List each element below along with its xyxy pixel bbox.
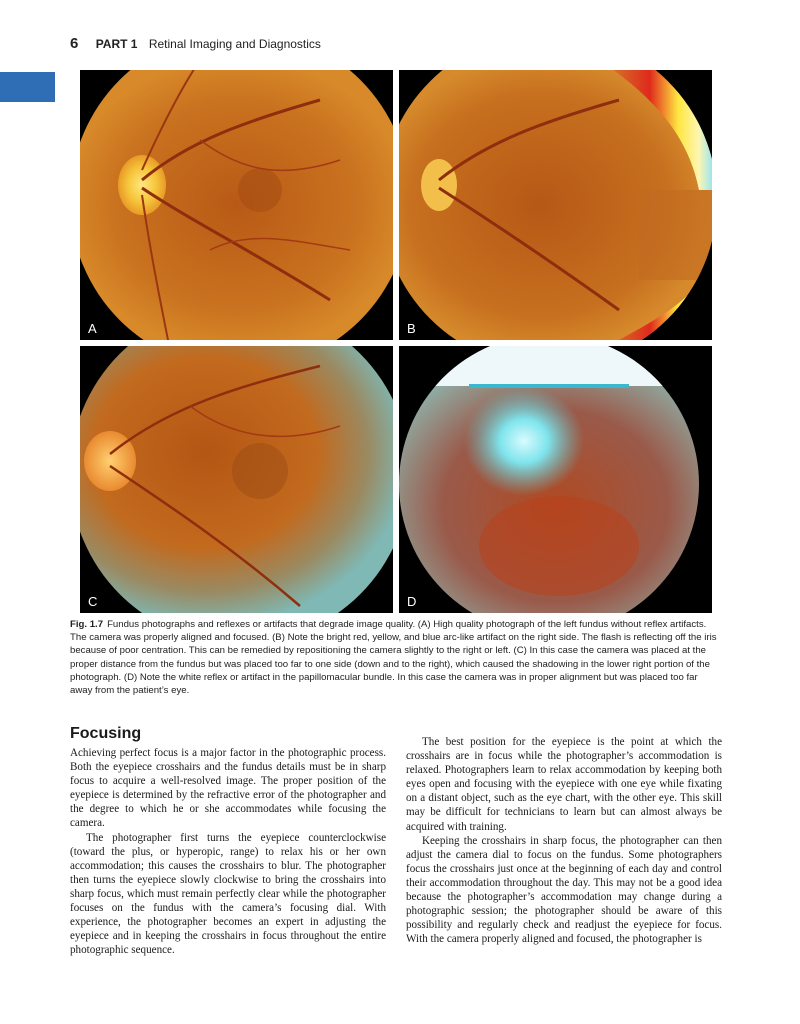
figure-label: B bbox=[407, 321, 416, 336]
section-heading: Focusing bbox=[70, 725, 142, 742]
chapter-tab bbox=[0, 72, 55, 102]
left-text-column bbox=[70, 746, 386, 957]
part-label: PART 1 bbox=[95, 37, 138, 51]
figure-label: A bbox=[88, 321, 97, 336]
figure-label: C bbox=[88, 594, 98, 609]
section-label: Retinal Imaging and Diagnostics bbox=[148, 37, 321, 51]
right-text-column bbox=[406, 735, 722, 946]
figure-caption bbox=[70, 618, 722, 697]
fundus-photo-b bbox=[399, 70, 712, 340]
fundus-photo-a bbox=[80, 70, 393, 340]
paragraph: Keeping the crosshairs in sharp focus, the photographer can then adjust the camera dial to focus on the fundus. Some photographers focus the crosshairs just once at the beginning of each day and control their accommodation throughout the day. This may not be a good idea because the photographer’s accommodation may change during a photographic session; the photographer should be aware of this possibility and regularly check and readjust the eyepiece for focus. With the camera properly aligned and focused, the photographer is bbox=[406, 834, 722, 946]
paragraph: The photographer first turns the eyepiece counterclockwise (toward the plus, or hyperopic, range) to relax his or her own accommodation; this causes the crosshairs to blur. The photographer then turns the eyepiece slowly clockwise to bring the crosshairs into sharp focus, which must remain perfectly clear while the photographer focuses on the fundus with the camera’s focusing dial. With experience, the photographer becomes an expert in adjusting the eyepiece and in keeping the crosshairs in focus throughout the entire photographic sequence. bbox=[70, 831, 386, 957]
fundus-photo-d bbox=[399, 346, 712, 613]
caption-figure-number: Fig. 1.7 bbox=[70, 619, 104, 630]
running-header bbox=[70, 35, 321, 52]
figure-label: D bbox=[407, 594, 417, 609]
caption-text: Fundus photographs and reflexes or artifacts that degrade image quality. (A) High quality photograph of the left fundus without reflex artifacts. The camera was properly aligned and focused. (B) Note the bright red, yellow, and blue arc-like artifact on the right side. The flash is reflecting off the iris because of poor centration. This can be remedied by repositioning the camera slightly to the right or left. (C) In this case the camera was placed at the proper distance from the fundus but was placed too far to one side (down and to the right), which caused the shadowing in the lower right portion of the photograph. (D) Note the white reflex or artifact in the papillomacular bundle. In this case the camera was in proper alignment but was placed too far away from the patient’s eye. bbox=[70, 619, 717, 697]
paragraph: Achieving perfect focus is a major factor in the photographic process. Both the eyepiece crosshairs and the fundus details must be in sharp focus to acquire a well-resolved image. The proper position of the eyepiece is determined by the refractive error of the photographer and the degree to which he or she accommodates while focusing the camera. bbox=[70, 747, 386, 830]
fundus-photo-c bbox=[80, 346, 393, 613]
paragraph: The best position for the eyepiece is the point at which the crosshairs are in focus while the photographer’s accommodation is relaxed. Photographers learn to relax accommodation by keeping both eyes open and focusing with the eyepiece with one eye while fixating on a distant object, such as the eye chart, with the other eye. This skill may be difficult for technicians to learn but can almost always be acquired with training. bbox=[406, 736, 722, 833]
page-number: 6 bbox=[70, 35, 79, 52]
